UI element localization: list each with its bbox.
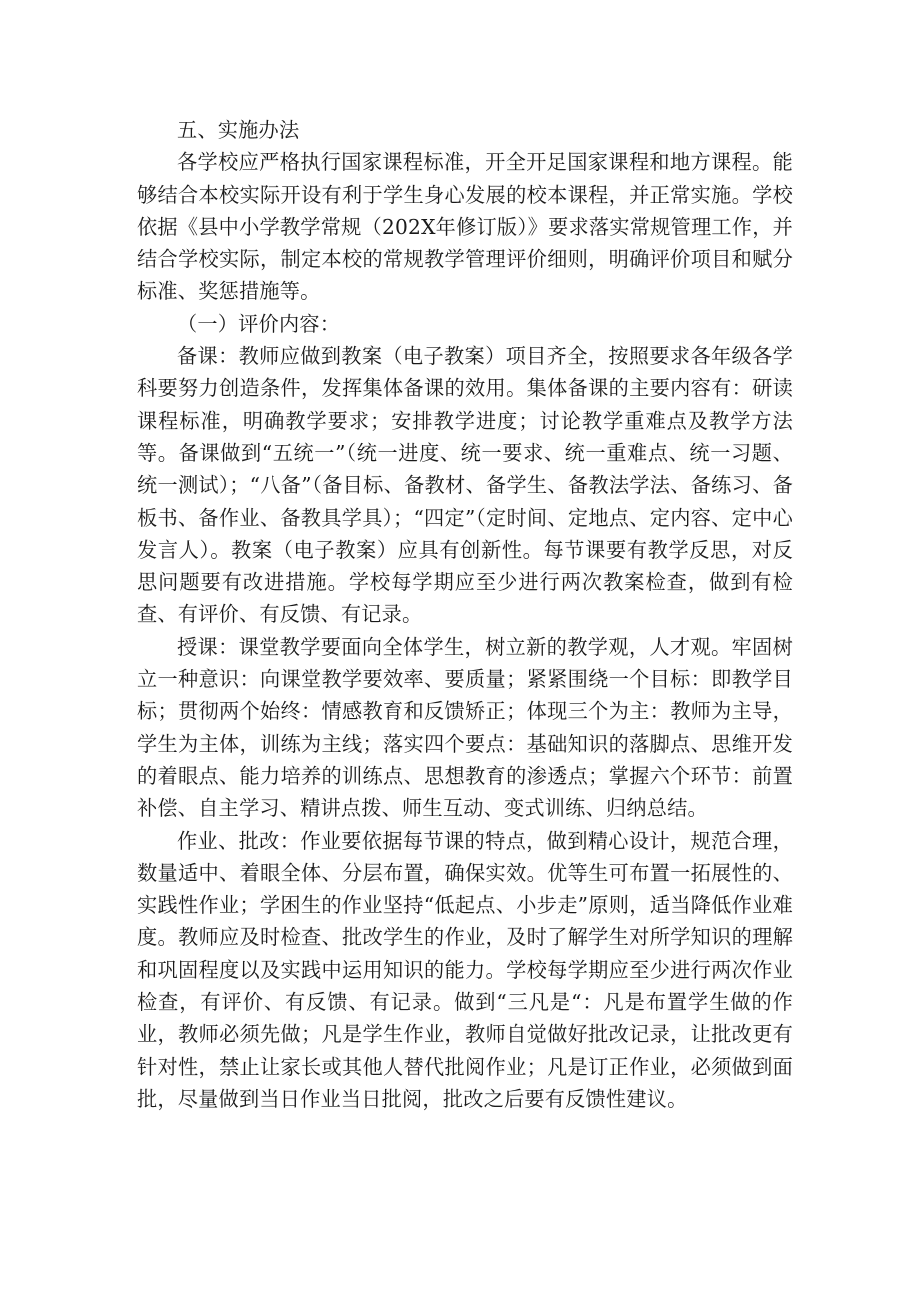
lesson-prep-paragraph: 备课：教师应做到教案（电子教案）项目齐全，按照要求各年级各学科要努力创造条件，发挥集体备课的效用。集体备课的主要内容有：研读课程标准，明确教学要求；安排教学进度；讨论教学重难点及教学方法等。备课做到“五统一”（统一进度、统一要求、统一重难点、统一习题、统一测试）；“八备”（备目标、备教材、备学生、备教法学法、备练习、备板书、备作业、备教具学具）；“四定”（定时间、定地点、定内容、定中心发言人）。教案（电子教案）应具有创新性。每节课要有教学反思，对反思问题要有改进措施。学校每学期应至少进行两次教案检查，做到有检查、有评价、有反馈、有记录。 [137,344,793,627]
section-heading: 五、实施办法 [177,118,300,142]
subheading-evaluation-content: （一）评价内容： [177,311,341,336]
document-body [137,114,793,1115]
teaching-paragraph: 授课：课堂教学要面向全体学生，树立新的教学观，人才观。牢固树立一种意识：向课堂教学要效率、要质量；紧紧围绕一个目标：即教学目标；贯彻两个始终：情感教育和反馈矫正；体现三个为主：教师为主导，学生为主体，训练为主线；落实四个要点：基础知识的落脚点、思维开发的着眼点、能力培养的训练点、思想教育的渗透点；掌握六个环节：前置补偿、自主学习、精讲点拨、师生互动、变式训练、归纳总结。 [137,634,793,821]
homework-paragraph: 作业、批改：作业要依据每节课的特点，做到精心设计，规范合理，数量适中、着眼全体、分层布置，确保实效。优等生可布置一拓展性的、实践性作业；学困生的作业坚持“低起点、小步走”原则，适当降低作业难度。教师应及时检查、批改学生的作业，及时了解学生对所学知识的理解和巩固程度以及实践中运用知识的能力。学校每学期应至少进行两次作业检查，有评价、有反馈、有记录。做到“三凡是“：凡是布置学生做的作业，教师必须先做；凡是学生作业，教师自觉做好批改记录，让批改更有针对性，禁止让家长或其他人替代批阅作业；凡是订正作业，必须做到面批，尽量做到当日作业当日批阅，批改之后要有反馈性建议。 [137,828,793,1111]
intro-paragraph: 各学校应严格执行国家课程标准，开全开足国家课程和地方课程。能够结合本校实际开设有利于学生身心发展的校本课程，并正常实施。学校依据《县中小学教学常规（202X年修订版）》要求落实常规管理工作，并结合学校实际，制定本校的常规教学管理评价细则，明确评价项目和赋分标准、奖惩措施等。 [137,150,793,304]
